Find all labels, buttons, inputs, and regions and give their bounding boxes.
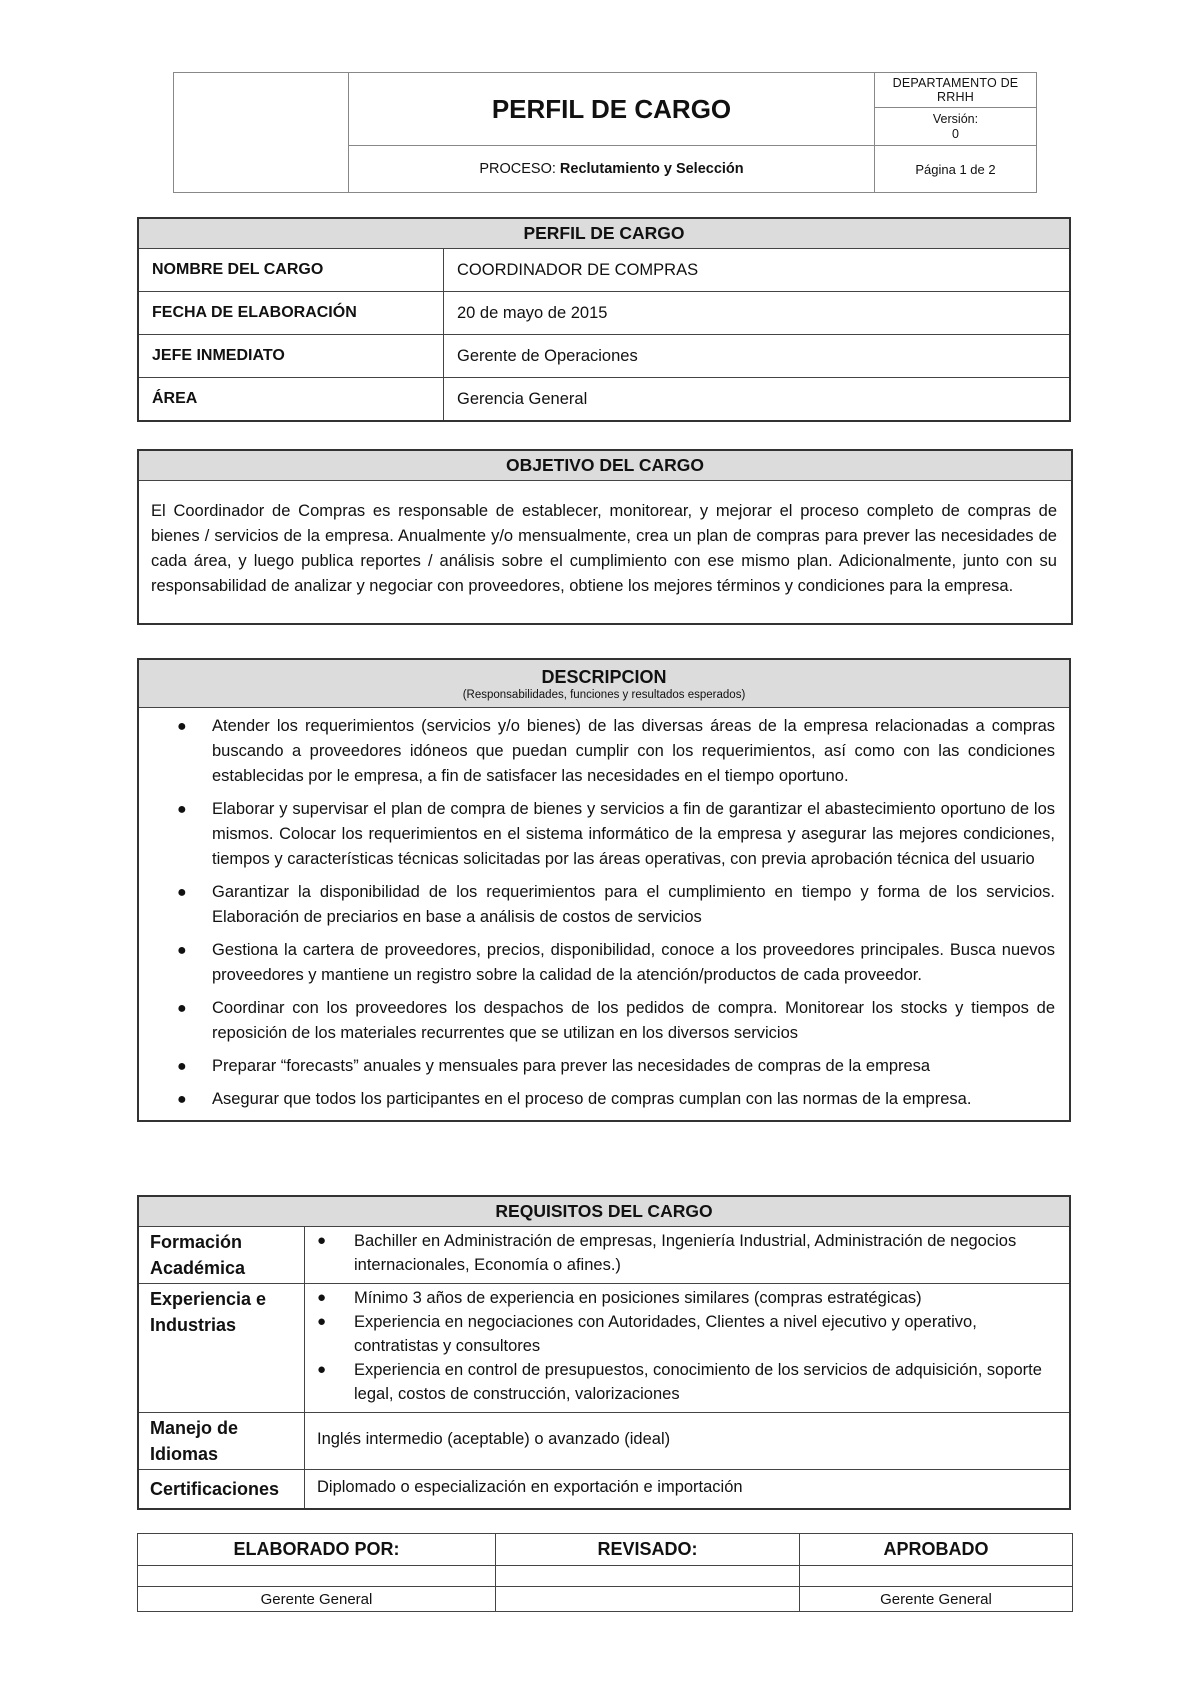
table-row	[138, 1284, 1070, 1413]
list-item	[317, 1310, 1055, 1358]
row-label: ÁREA	[138, 378, 444, 422]
firmas-table	[137, 1533, 1073, 1612]
formacion-value	[305, 1227, 1071, 1284]
list-item-text: Coordinar con los proveedores los despachos de los pedidos de compra. Monitorear los stocks y tiempos de reposición de los materiales recurrentes que se utilizan en los diversos servicios	[212, 999, 1055, 1042]
version-label: Versión:	[932, 111, 979, 126]
descripcion-heading: DESCRIPCION	[541, 666, 667, 687]
list-item-text: Bachiller en Administración de empresas, Ingeniería Industrial, Administración de negocios internacionales, Economía o afines.)	[354, 1232, 1017, 1274]
list-item	[177, 938, 1055, 988]
list-item-text: Preparar “forecasts” anuales y mensuales para prever las necesidades de compras de la empresa	[212, 1057, 931, 1075]
list-item-text: Garantizar la disponibilidad de los requerimientos para el cumplimiento en tiempo y forma de los servicios. Elaboración de preciarios en base a análisis de costos de servicios	[212, 883, 1055, 926]
formacion-label: Formación Académica	[138, 1227, 305, 1284]
page-number: Página 1 de 2	[875, 146, 1037, 193]
bullet-icon: ●	[177, 1000, 187, 1017]
bullet-icon: ●	[177, 1091, 187, 1108]
aprobado-signature	[800, 1566, 1073, 1587]
process-cell	[349, 146, 875, 193]
list-item	[317, 1286, 1055, 1310]
revisado-heading: REVISADO:	[496, 1534, 800, 1566]
table-row	[138, 1227, 1070, 1284]
bullet-icon: ●	[317, 1289, 327, 1306]
list-item	[317, 1358, 1055, 1406]
row-value: 20 de mayo de 2015	[444, 292, 1071, 335]
experiencia-value	[305, 1284, 1071, 1413]
table-row	[138, 1470, 1070, 1510]
list-item	[177, 996, 1055, 1046]
idiomas-label: Manejo de Idiomas	[138, 1413, 305, 1470]
elaborado-signature	[138, 1566, 496, 1587]
table-row	[138, 1413, 1070, 1470]
list-item-text: Experiencia en negociaciones con Autoridades, Clientes a nivel ejecutivo y operativo, contratistas y consultores	[354, 1313, 977, 1355]
certificaciones-label: Certificaciones	[138, 1470, 305, 1510]
objetivo-heading: OBJETIVO DEL CARGO	[138, 450, 1072, 481]
table-row	[138, 378, 1070, 422]
row-value: Gerente de Operaciones	[444, 335, 1071, 378]
descripcion-list	[177, 714, 1055, 1112]
revisado-signature	[496, 1566, 800, 1587]
document-title: PERFIL DE CARGO	[349, 73, 875, 146]
revisado-name	[496, 1587, 800, 1612]
list-item-text: Experiencia en control de presupuestos, conocimiento de los servicios de adquisición, soporte legal, costos de construcción, valorizaciones	[354, 1361, 1042, 1403]
table-row	[138, 335, 1070, 378]
table-row	[138, 292, 1070, 335]
list-item-text: Elaborar y supervisar el plan de compra de bienes y servicios a fin de garantizar el abastecimiento oportuno de los mismos. Colocar los requerimientos en el sistema informático de la empresa y asegurar las mejores condiciones, tiempos y características técnicas solicitadas por las áreas operativas, con previa aprobación técnica del usuario	[212, 800, 1055, 868]
document-header	[173, 72, 1037, 193]
certificaciones-value: Diplomado o especialización en exportación e importación	[305, 1470, 1071, 1510]
bullet-icon: ●	[177, 801, 187, 818]
row-label: FECHA DE ELABORACIÓN	[138, 292, 444, 335]
bullet-icon: ●	[317, 1361, 327, 1378]
list-item-text: Asegurar que todos los participantes en el proceso de compras cumplan con las normas de la empresa.	[212, 1090, 972, 1108]
descripcion-header	[138, 659, 1070, 708]
logo-placeholder	[174, 73, 349, 193]
process-label: PROCESO:	[479, 161, 556, 177]
bullet-icon: ●	[177, 1058, 187, 1075]
bullet-icon: ●	[317, 1232, 327, 1249]
descripcion-body	[138, 708, 1070, 1122]
descripcion-table	[137, 658, 1071, 1122]
experiencia-label: Experiencia e Industrias	[138, 1284, 305, 1413]
list-item	[177, 1087, 1055, 1112]
aprobado-name: Gerente General	[800, 1587, 1073, 1612]
perfil-table	[137, 217, 1071, 422]
elaborado-name: Gerente General	[138, 1587, 496, 1612]
row-value: Gerencia General	[444, 378, 1071, 422]
version-cell	[875, 108, 1037, 146]
bullet-icon: ●	[177, 942, 187, 959]
table-row	[138, 249, 1070, 292]
perfil-heading: PERFIL DE CARGO	[138, 218, 1070, 249]
list-item	[177, 880, 1055, 930]
objetivo-text: El Coordinador de Compras es responsable de establecer, monitorear, y mejorar el proceso completo de compras de bienes / servicios de la empresa. Anualmente y/o mensualmente, crea un plan de compras para prever las necesidades de cada área, y luego publica reportes / análisis sobre el cumplimiento con ese mismo plan. Adicionalmente, junto con su responsabilidad de analizar y negociar con proveedores, obtiene los mejores términos y condiciones para la empresa.	[138, 481, 1072, 625]
department-label: DEPARTAMENTO DE RRHH	[875, 73, 1037, 108]
bullet-icon: ●	[177, 718, 187, 735]
row-label: JEFE INMEDIATO	[138, 335, 444, 378]
descripcion-subheading: (Responsabilidades, funciones y resultados esperados)	[462, 688, 746, 701]
list-item-text: Atender los requerimientos (servicios y/o bienes) de las diversas áreas de la empresa relacionadas a compras buscando a proveedores idóneos que puedan cumplir con los requerimientos, así como con las condiciones establecidas por le empresa, a fin de satisfacer las necesidades en el tiempo oportuno.	[212, 717, 1055, 785]
list-item-text: Gestiona la cartera de proveedores, precios, disponibilidad, conoce a los proveedores principales. Busca nuevos proveedores y mantiene un registro sobre la calidad de la atención/productos de cada proveedor.	[212, 941, 1055, 984]
bullet-icon: ●	[177, 884, 187, 901]
version-value: 0	[952, 126, 959, 141]
bullet-icon: ●	[317, 1313, 327, 1330]
objetivo-table	[137, 449, 1073, 625]
list-item-text: Mínimo 3 años de experiencia en posiciones similares (compras estratégicas)	[354, 1289, 922, 1307]
list-item	[177, 714, 1055, 789]
elaborado-heading: ELABORADO POR:	[138, 1534, 496, 1566]
idiomas-value: Inglés intermedio (aceptable) o avanzado (ideal)	[305, 1413, 1071, 1470]
requisitos-heading: REQUISITOS DEL CARGO	[138, 1196, 1070, 1227]
list-item	[177, 1054, 1055, 1079]
row-label: NOMBRE DEL CARGO	[138, 249, 444, 292]
list-item	[317, 1229, 1055, 1277]
requisitos-table	[137, 1195, 1071, 1510]
list-item	[177, 797, 1055, 872]
aprobado-heading: APROBADO	[800, 1534, 1073, 1566]
row-value: COORDINADOR DE COMPRAS	[444, 249, 1071, 292]
process-value: Reclutamiento y Selección	[559, 161, 744, 177]
